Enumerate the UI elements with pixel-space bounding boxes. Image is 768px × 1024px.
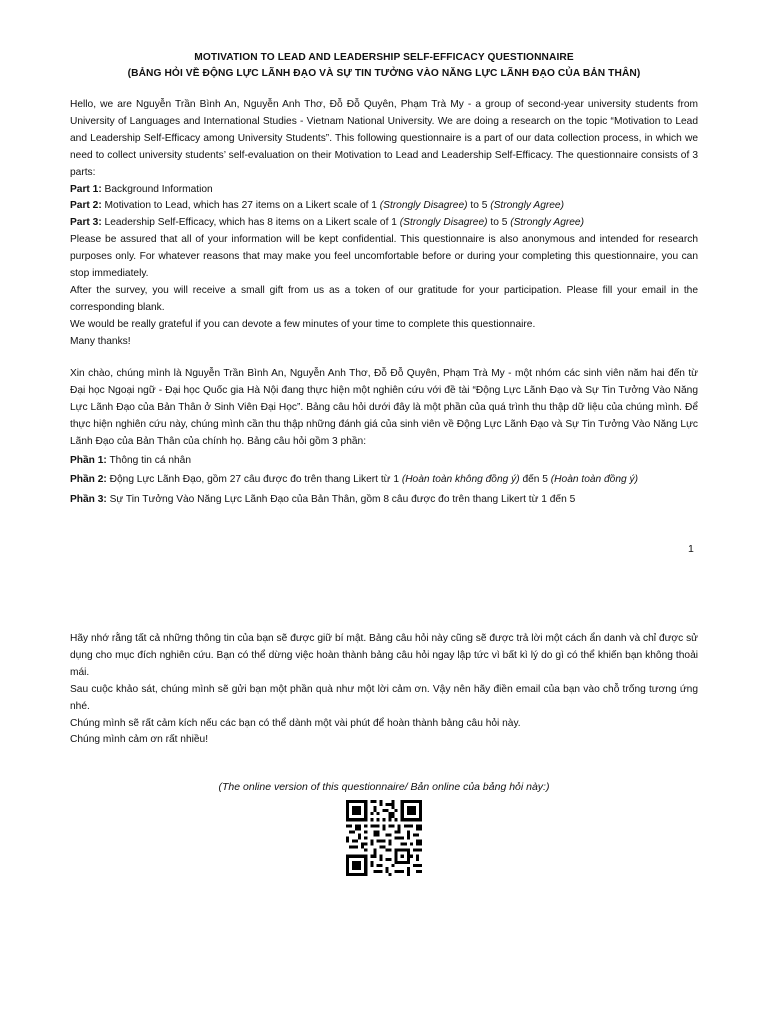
vietnamese-part-3: Phần 3: Sự Tin Tưởng Vào Năng Lực Lãnh Đạo của Bản Thân, gồm 8 câu được đo trên thang Likert từ 1 đến 5 (70, 494, 576, 506)
vietnamese-grateful: Chúng mình sẽ rất cảm kích nếu các bạn có thể dành một vài phút để hoàn thành bảng câu hỏi này. (70, 717, 521, 729)
english-gift: After the survey, you will receive a small gift from us as a token of our gratitude for your participation. Please fill your email in the corresponding blank. (70, 284, 698, 313)
english-part-3: Part 3: Leadership Self-Efficacy, which has 8 items on a Likert scale of 1 (Strongly Disagree) to 5 (Strongly Agree) (70, 217, 584, 229)
english-intro: Hello, we are Nguyễn Trần Bình An, Nguyễn Anh Thơ, Đỗ Đỗ Quyên, Phạm Trà My - a group of second-year university students from University of Languages and International Studies - Vietnam National University. We are doing a research on the topic “Motivation to Lead and Leadership Self-Efficacy among University Students”. This following questionnaire is a part of our data collection process, in which we need to collect university students’ self-evaluation on their Motivation to Lead and Leadership Self-Efficacy. The questionnaire consists of 3 parts: (70, 99, 698, 178)
title-vietnamese: (BẢNG HỎI VỀ ĐỘNG LỰC LÃNH ĐẠO VÀ SỰ TIN TƯỞNG VÀO NĂNG LỰC LÃNH ĐẠO CỦA BẢN THÂN) (127, 68, 641, 79)
vietnamese-gift: Sau cuộc khảo sát, chúng mình sẽ gửi bạn một phần quà như một lời cảm ơn. Vậy nên hãy điền email của bạn vào chỗ trống tương ứng nhé. (70, 683, 698, 712)
english-part-2: Part 2: Motivation to Lead, which has 27 items on a Likert scale of 1 (Strongly Disagree) to 5 (Strongly Agree) (70, 200, 564, 212)
english-confidential: Please be assured that all of your information will be kept confidential. This questionnaire is also anonymous and intended for research purposes only. For whatever reasons that may make you feel uncomfortable before or during your completing this questionnaire, you can stop immediately. (70, 234, 698, 280)
english-grateful: We would be really grateful if you can devote a few minutes of your time to complete this questionnaire. (70, 318, 536, 330)
vietnamese-continued (70, 631, 698, 749)
title-english: MOTIVATION TO LEAD AND LEADERSHIP SELF-EFFICACY QUESTIONNAIRE (194, 52, 574, 63)
page-number: 1 (688, 543, 694, 555)
vietnamese-thanks: Chúng mình cảm ơn rất nhiều! (70, 734, 209, 746)
vietnamese-confidential: Hãy nhớ rằng tất cả những thông tin của bạn sẽ được giữ bí mật. Bảng câu hỏi này cũng sẽ được trả lời một cách ẩn danh và chỉ được sử dụng cho mục đích nghiên cứu. Bạn có thể dừng việc hoàn thành bảng câu hỏi ngay lập tức vì bất kì lý do gì có thể khiến bạn không thoải mái. (70, 633, 698, 678)
english-part-1: Part 1: Background Information (70, 183, 213, 195)
english-thanks: Many thanks! (70, 335, 131, 347)
vietnamese-part-2: Phần 2: Động Lực Lãnh Đạo, gồm 27 câu được đo trên thang Likert từ 1 (Hoàn toàn không đồng ý) đến 5 (Hoàn toàn đồng ý) (70, 474, 638, 486)
qr-code[interactable] (346, 800, 422, 876)
english-section (70, 97, 698, 351)
vietnamese-part-1: Phần 1: Thông tin cá nhân (70, 454, 192, 466)
vietnamese-intro: Xin chào, chúng mình là Nguyễn Trần Bình An, Nguyễn Anh Thơ, Đỗ Đỗ Quyên, Phạm Trà My - một nhóm các sinh viên năm hai đến từ Đại học Ngoại ngữ - Đại học Quốc gia Hà Nội đang thực hiện một nghiên cứu với đề tài “Động Lực Lãnh Đạo và Sự Tin Tưởng Vào Năng Lực Lãnh Đạo của Bản Thân ở Sinh Viên Đại Học”. Bảng câu hỏi dưới đây là một phần của quá trình thu thập dữ liệu của chúng mình. Để thực hiện nghiên cứu này, chúng mình cần thu thập những đánh giá của sinh viên về Động Lực Lãnh Đạo và Sự Tin Tưởng Vào Năng Lực Lãnh Đạo của Bản Thân của chính họ. Bảng câu hỏi gồm 3 phần: (70, 368, 698, 447)
vietnamese-section (70, 366, 698, 509)
online-version-caption: (The online version of this questionnaire/ Bản online của bảng hỏi này:) (218, 781, 550, 793)
